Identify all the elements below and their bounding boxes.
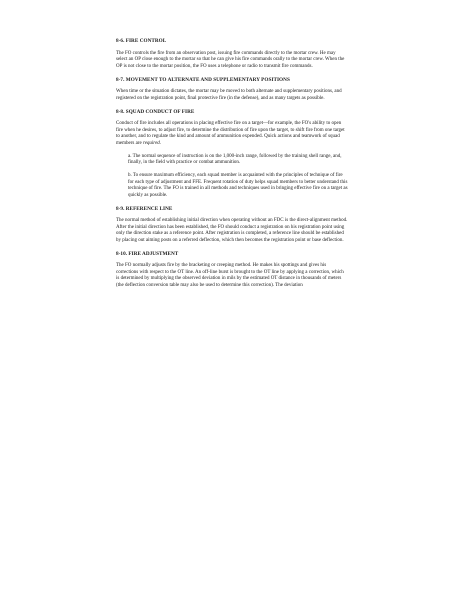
paragraph-fire-adjustment: The FO normally adjusts fire by the bracketing or creeping method. He makes his spottings and gives his corrections with respect to the OT line. An off-line burst is brought to the OT line by applying a correction, which is determined by multiplying the observed deviation in mils by the estimated OT distance in thousands of meters (the deflection conversion table may also be used to determine this correction). The deviation [116,263,344,288]
subparagraph-b: b. To ensure maximum efficiency, each squad member is acquainted with the principles of technique of fire for each type of adjustment and FFE. Frequent rotation of duty helps squad members to better understand this technique of fire. The FO is trained in all methods and techniques used in bringing effective fire on a target as quickly as possible. [128,173,348,198]
paragraph-squad-conduct [116,121,348,147]
paragraph-movement: When time or the situation dictates, the mortar may be moved to both alternate and supplementary positions, and registered on the registration point, final protective fire (in the defense), and as many targets as possible. [116,89,342,101]
section-heading-squad-conduct: 8-8. SQUAD CONDUCT OF FIRE [116,108,195,115]
section-heading-reference-line: 8-9. REFERENCE LINE [116,205,173,212]
section-heading-fire-control: 8-6. FIRE CONTROL [116,38,167,44]
paragraph-squad-conduct-italic: required. [142,140,162,146]
paragraph-fire-control: The FO controls the fire from an observation post, issuing fire commands directly to the mortar crew. He may select an OP close enough to the mortar so that he can give his fire commands orally to the mortar crew. When the OP is not close to the mortar position, the FO uses a telephone or radio to transmit fire commands. [116,50,345,69]
paragraph-reference-line: The normal method of establishing initial direction when operating without an FDC is the direct-alignment method. After the initial direction has been established, the FO should conduct a registration on his registration point using only the direction stake as a reference point. After registration is completed, a reference line should be established by placing out aiming posts on a referred deflection, which then becomes the registration point or base deflection. [116,218,348,243]
section-heading-fire-adjustment: 8-10. FIRE ADJUSTMENT [116,250,179,257]
document-page [116,38,348,296]
subparagraph-a: a. The normal sequence of instruction is on the 1,000-inch range, followed by the training shell range, and, finally, in the field with practice or combat ammunition. [128,153,342,165]
paragraph-squad-conduct-text: Conduct of fire includes all operations in placing effective fire on a target—for example, the FO's ability to open fire when he desires, to adjust fire, to determine the distribution of fire upon the target, to shift fire from one target to another, and to regulate the kind and amount of ammunition expended. Quick actions and teamwork of squad members are [116,121,345,146]
section-heading-movement: 8-7. MOVEMENT TO ALTERNATE AND SUPPLEMENTARY POSITIONS [116,76,290,83]
